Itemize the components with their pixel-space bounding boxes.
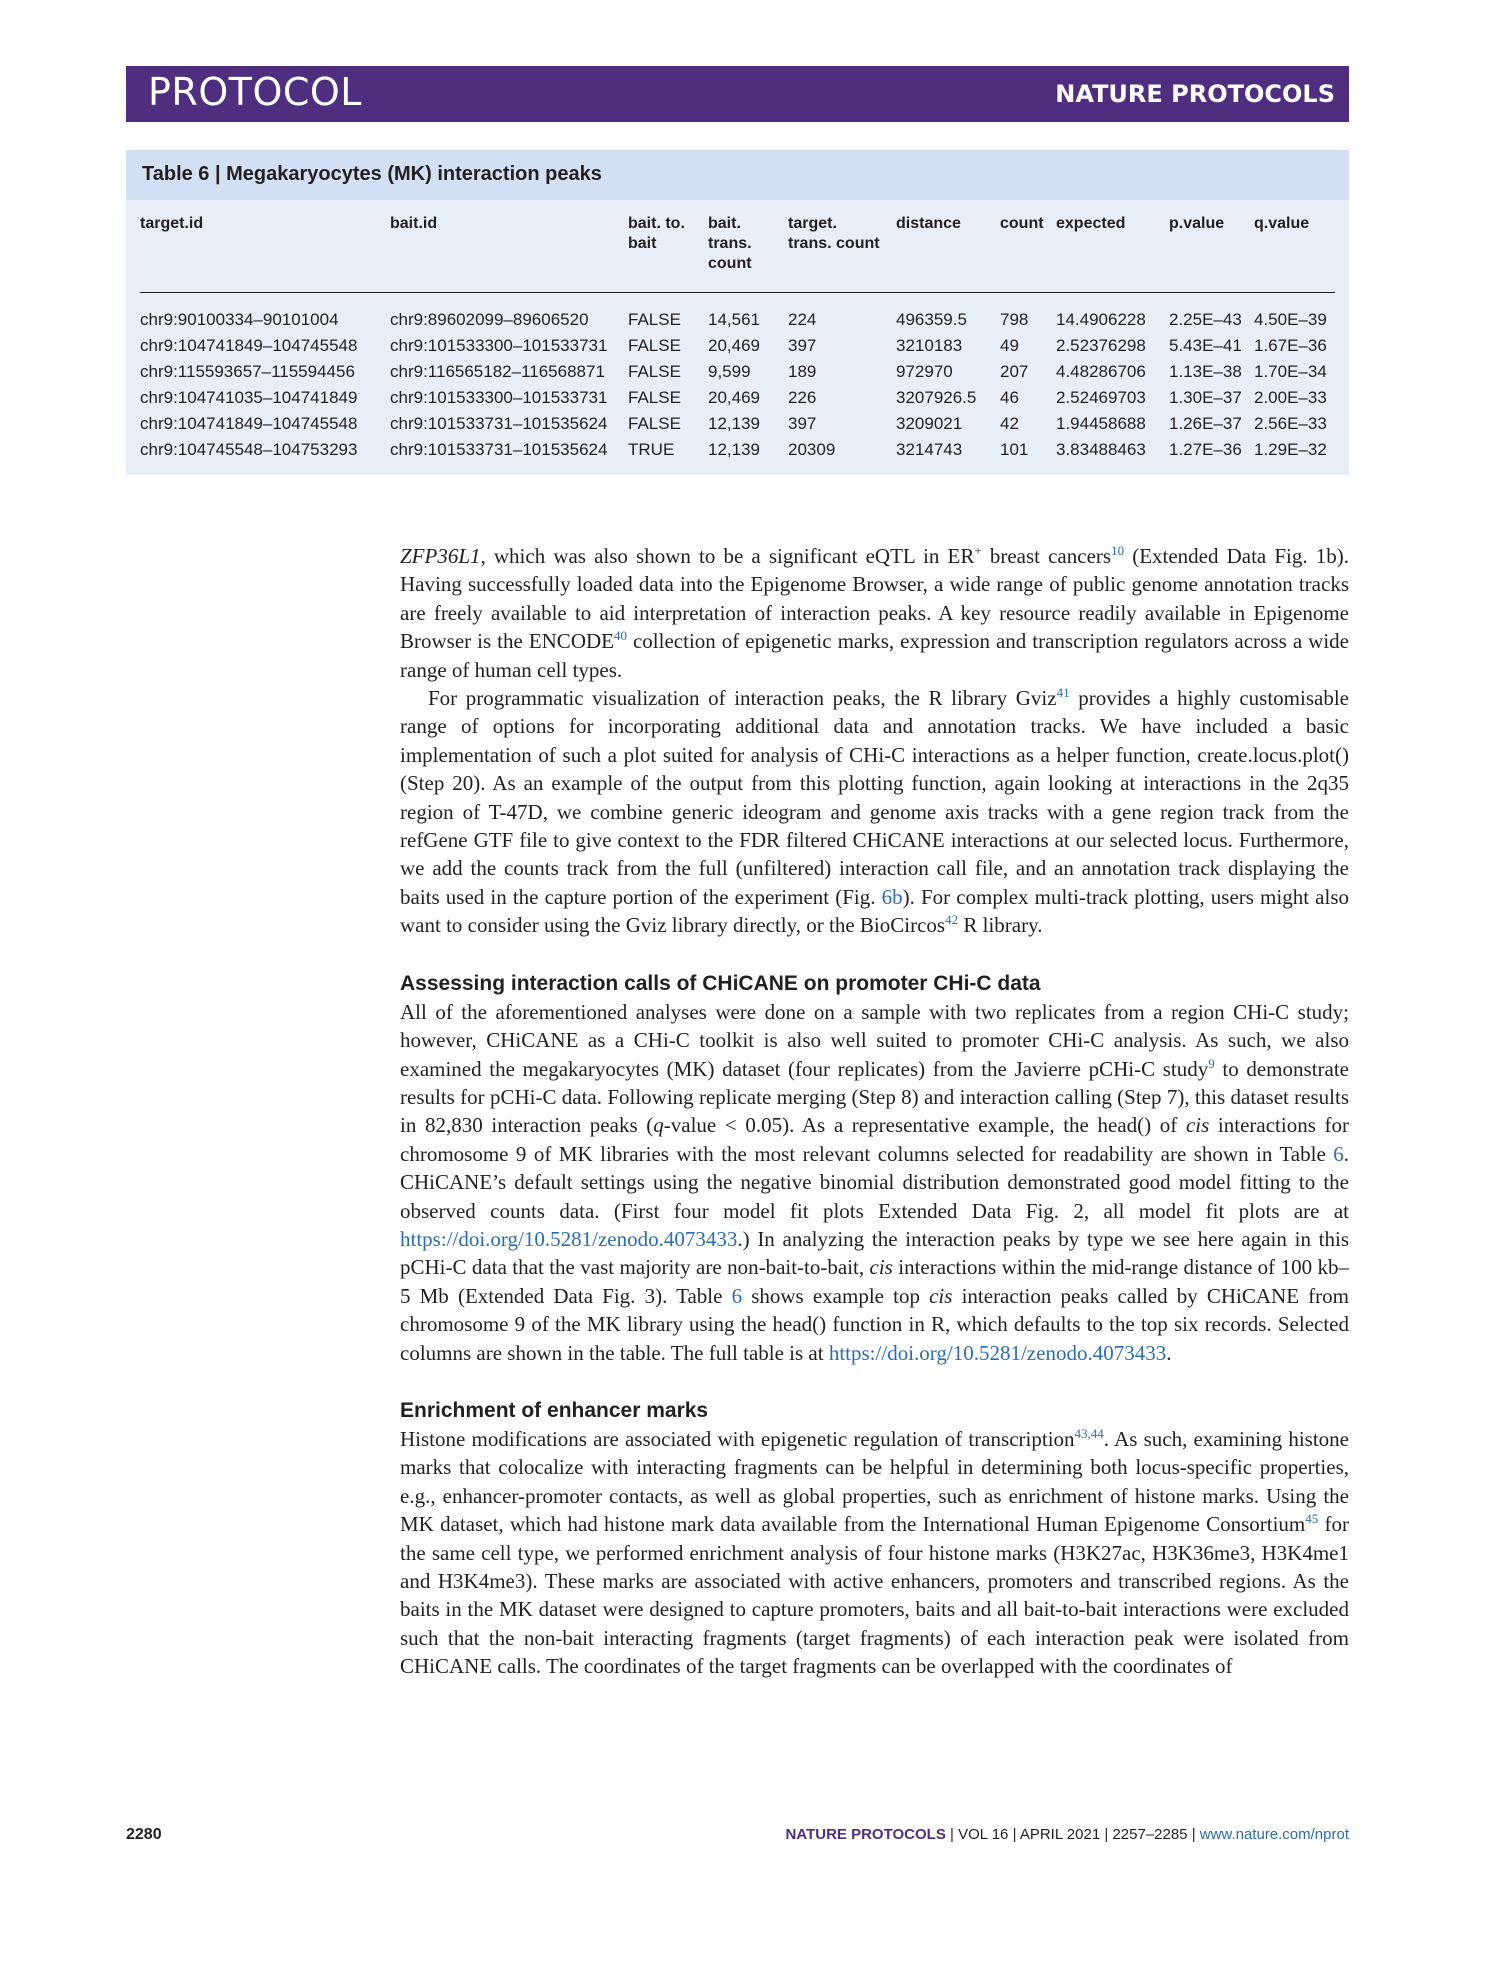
table-cell: 4.48286706 bbox=[1056, 362, 1146, 381]
italic-text: cis bbox=[869, 1255, 893, 1280]
table-cell: chr9:90100334–90101004 bbox=[140, 310, 339, 329]
text: . CHiCANE’s default settings using the negative binomial distribution demonstrated good model fitting to the observed counts data. (First four model fit plots Extended Data Fig. 2, all model fit plots are at bbox=[400, 1141, 1349, 1223]
reference-link[interactable]: 40 bbox=[613, 628, 627, 644]
text: provides a highly customisable range of options for incorporating additional data and annotation tracks. We have included a basic implementation of such a plot suited for analysis of CHi-C interactions as a helper function, create.locus.plot() (Step 20). As an example of the output from this plotting function, again looking at interactions in the 2q35 region of T-47D, we combine generic ideogram and genome axis tracks with a gene region track from the refGene GTF file to give context to the FDR filtered CHiCANE interactions at our selected locus. Furthermore, we add the counts track from the full (unfiltered) interaction call file, and an annotation track displaying the baits used in the capture portion of the experiment (Fig. bbox=[400, 686, 1349, 909]
table-cell: FALSE bbox=[628, 362, 681, 381]
table-cell: 798 bbox=[1000, 310, 1029, 329]
table-cell: 397 bbox=[788, 414, 817, 433]
reference-link[interactable]: 42 bbox=[945, 912, 959, 928]
column-header: distance bbox=[896, 215, 961, 232]
table-cell: 3209021 bbox=[896, 414, 963, 433]
text: to demonstrate results for pCHi-C data. Following replicate merging (Step 8) and interaction calling (Step 7), this dataset results in 82,830 interaction peaks ( bbox=[400, 1056, 1349, 1138]
text: interactions for chromosome 9 of MK libraries with the most relevant columns selected for readability are shown in Table bbox=[400, 1113, 1350, 1166]
separator: | bbox=[1012, 1826, 1017, 1843]
footer-volume: VOL 16 bbox=[958, 1826, 1009, 1843]
table-cell: 20,469 bbox=[708, 388, 760, 407]
doi-link[interactable]: https://doi.org/10.5281/zenodo.4073433 bbox=[828, 1340, 1167, 1365]
column-header: bait. to. bait bbox=[628, 215, 685, 252]
footer-date: APRIL 2021 bbox=[1019, 1826, 1101, 1843]
table-cell: chr9:101533731–101535624 bbox=[390, 440, 608, 459]
text: interaction peaks called by CHiCANE from chromosome 9 of the MK library using the head() function in R, which defaults to the top six records. Selected columns are shown in the table. The full table is at bbox=[400, 1283, 1350, 1365]
table-rule bbox=[140, 292, 1335, 293]
table-cell: chr9:116565182–116568871 bbox=[390, 362, 605, 381]
text: breast cancers bbox=[981, 544, 1112, 568]
text: . bbox=[1166, 1340, 1172, 1365]
table-cell: chr9:104745548–104753293 bbox=[140, 440, 358, 459]
table-cell: 12,139 bbox=[708, 414, 760, 433]
table-cell: TRUE bbox=[628, 440, 675, 459]
table-cell: chr9:101533300–101533731 bbox=[390, 388, 608, 407]
table-cell: FALSE bbox=[628, 336, 681, 355]
section-heading: Assessing interaction calls of CHiCANE on promoter CHi-C data bbox=[400, 971, 1041, 995]
table-row bbox=[126, 359, 1349, 385]
table-cell: 1.94458688 bbox=[1056, 414, 1146, 433]
column-header: count bbox=[1000, 215, 1044, 232]
table-cell: 14,561 bbox=[708, 310, 760, 329]
table-cell: 1.70E–34 bbox=[1254, 362, 1327, 381]
table-cell: 49 bbox=[1000, 336, 1019, 355]
paragraph-1 bbox=[400, 542, 1349, 684]
table-cell: chr9:104741849–104745548 bbox=[140, 414, 358, 433]
reference-link[interactable]: 45 bbox=[1305, 1511, 1319, 1527]
paragraph-4 bbox=[400, 1425, 1349, 1681]
column-header: bait.id bbox=[390, 215, 438, 232]
table-cell: 226 bbox=[788, 388, 817, 407]
table-cell: 397 bbox=[788, 336, 817, 355]
table-link[interactable]: 6 bbox=[731, 1283, 743, 1308]
table-cell: FALSE bbox=[628, 414, 681, 433]
column-header: q.value bbox=[1254, 215, 1310, 232]
page-number: 2280 bbox=[126, 1826, 162, 1843]
text: .) In analyzing the interaction peaks by type we see here again in this pCHi-C data that the vast majority are non-bait-to-bait, bbox=[400, 1226, 1349, 1280]
table-cell: 9,599 bbox=[708, 362, 751, 381]
separator: | bbox=[1104, 1826, 1109, 1843]
journal-url[interactable]: www.nature.com/nprot bbox=[1199, 1826, 1349, 1843]
reference-link[interactable]: 43,44 bbox=[1074, 1425, 1104, 1441]
footer-citation bbox=[786, 1826, 1349, 1843]
article-body bbox=[400, 542, 1349, 1681]
table-cell: 1.26E–37 bbox=[1169, 414, 1242, 433]
table-cell: 1.30E–37 bbox=[1169, 388, 1242, 407]
text: shows example top bbox=[742, 1283, 930, 1308]
table-cell: 2.56E–33 bbox=[1254, 414, 1327, 433]
table-cell: 3.83488463 bbox=[1056, 440, 1146, 459]
table-row bbox=[126, 307, 1349, 333]
table-cell: 20,469 bbox=[708, 336, 760, 355]
header-bar bbox=[126, 66, 1349, 122]
text: interactions within the mid-range distance of 100 kb–5 Mb (Extended Data Fig. 3). Table bbox=[400, 1255, 1349, 1308]
table-cell: 20309 bbox=[788, 440, 836, 459]
table-cell: chr9:104741849–104745548 bbox=[140, 336, 358, 355]
italic-text: q bbox=[653, 1113, 664, 1138]
column-header: expected bbox=[1056, 215, 1126, 232]
table-cell: 3210183 bbox=[896, 336, 963, 355]
table-caption-bar bbox=[126, 150, 1349, 200]
table-cell: 2.52376298 bbox=[1056, 336, 1146, 355]
superscript: + bbox=[974, 543, 982, 558]
footer-pages: 2257–2285 bbox=[1112, 1826, 1188, 1843]
table-cell: chr9:115593657–115594456 bbox=[140, 362, 355, 381]
text: -value < 0.05). As a representative example, the head() of bbox=[663, 1113, 1186, 1138]
table-body bbox=[126, 307, 1349, 463]
table-6 bbox=[126, 150, 1349, 475]
italic-text: cis bbox=[929, 1283, 953, 1308]
text: R library. bbox=[958, 913, 1043, 938]
reference-link[interactable]: 41 bbox=[1056, 685, 1070, 701]
table-cell: FALSE bbox=[628, 388, 681, 407]
table-cell: chr9:101533300–101533731 bbox=[390, 336, 608, 355]
text: ). For complex multi-track plotting, users might also want to consider using the Gviz library directly, or the BioCircos bbox=[400, 884, 1349, 938]
table-row bbox=[126, 411, 1349, 437]
separator: | bbox=[1191, 1826, 1196, 1843]
table-cell: chr9:101533731–101535624 bbox=[390, 414, 608, 433]
column-header: bait. trans. count bbox=[708, 215, 752, 272]
text: For programmatic visualization of interaction peaks, the R library Gviz bbox=[428, 686, 1057, 711]
table-cell: 42 bbox=[1000, 414, 1019, 433]
reference-link[interactable]: 10 bbox=[1111, 543, 1125, 558]
table-row bbox=[126, 385, 1349, 411]
paragraph-3 bbox=[400, 998, 1349, 1367]
table-cell: 496359.5 bbox=[896, 310, 967, 329]
separator: | bbox=[950, 1826, 954, 1843]
table-cell: 207 bbox=[1000, 362, 1029, 381]
column-header: target.id bbox=[140, 215, 204, 232]
text: , which was also shown to be a significant eQTL in ER bbox=[480, 544, 975, 568]
table-cell: 3207926.5 bbox=[896, 388, 977, 407]
gene-name: ZFP36L1 bbox=[400, 544, 481, 568]
text: collection of epigenetic marks, expression and transcription regulators across a wide range of human cell types. bbox=[400, 629, 1349, 682]
table-cell: 2.52469703 bbox=[1056, 388, 1146, 407]
text: (Extended Data Fig. 1b). Having successfully loaded data into the Epigenome Browser, a wide range of public genome annotation tracks are freely available to aid interpretation of interaction peaks. A key resource readily available in Epigenome Browser is the ENCODE bbox=[400, 544, 1350, 654]
table-cell: chr9:104741035–104741849 bbox=[140, 388, 358, 407]
table-row bbox=[126, 437, 1349, 463]
table-cell: 3214743 bbox=[896, 440, 963, 459]
italic-text: cis bbox=[1185, 1113, 1210, 1138]
text: . As such, examining histone marks that colocalize with interacting fragments can be helpful in determining both locus-specific properties, e.g., enhancer-promoter contacts, as well as global properties, such as enrichment of histone marks. Using the MK dataset, which had histone mark data available from the International Human Epigenome Consortium bbox=[400, 1426, 1349, 1537]
table-cell: 1.29E–32 bbox=[1254, 440, 1327, 459]
table-cell: 1.67E–36 bbox=[1254, 336, 1327, 355]
reference-link[interactable]: 9 bbox=[1208, 1055, 1215, 1071]
text: Histone modifications are associated with epigenetic regulation of transcription bbox=[400, 1426, 1075, 1451]
section-label: PROTOCOL bbox=[148, 70, 362, 114]
table-cell: 4.50E–39 bbox=[1254, 310, 1327, 329]
table-row bbox=[126, 333, 1349, 359]
table-cell: 46 bbox=[1000, 388, 1019, 407]
table-cell: 101 bbox=[1000, 440, 1029, 459]
text: for the same cell type, we performed enrichment analysis of four histone marks (H3K27ac, H3K36me3, H3K4me1 and H3K4me3). These marks are associated with active enhancers, promoters and transcribed regions. As the baits in the MK dataset were designed to capture promoters, baits and all bait-to-bait interactions were excluded such that the non-bait interacting fragments (target fragments) of each interaction peak were isolated from CHiCANE calls. The coordinates of the target fragments can be overlapped with the coordinates of bbox=[400, 1512, 1349, 1679]
table-link[interactable]: 6 bbox=[1333, 1141, 1344, 1166]
table-cell: 224 bbox=[788, 310, 817, 329]
figure-link[interactable]: 6b bbox=[881, 884, 903, 909]
paragraph-2 bbox=[400, 684, 1349, 940]
table-cell: 1.13E–38 bbox=[1169, 362, 1242, 381]
column-header: p.value bbox=[1169, 215, 1225, 232]
section-heading: Enrichment of enhancer marks bbox=[400, 1398, 709, 1422]
journal-name: NATURE PROTOCOLS bbox=[1055, 80, 1335, 108]
doi-link[interactable]: https://doi.org/10.5281/zenodo.4073433 bbox=[400, 1226, 738, 1251]
table-cell: 2.00E–33 bbox=[1254, 388, 1327, 407]
table-cell: chr9:89602099–89606520 bbox=[390, 310, 589, 329]
column-header: target. trans. count bbox=[788, 215, 880, 252]
table-cell: 972970 bbox=[896, 362, 953, 381]
footer-journal: NATURE PROTOCOLS bbox=[785, 1826, 946, 1843]
table-cell: 189 bbox=[788, 362, 817, 381]
table-cell: FALSE bbox=[628, 310, 681, 329]
table-cell: 5.43E–41 bbox=[1169, 336, 1242, 355]
table-caption: Table 6 | Megakaryocytes (MK) interaction peaks bbox=[142, 163, 602, 185]
table-cell: 1.27E–36 bbox=[1169, 440, 1242, 459]
table-cell: 14.4906228 bbox=[1056, 310, 1146, 329]
table-cell: 2.25E–43 bbox=[1169, 310, 1242, 329]
table-cell: 12,139 bbox=[708, 440, 760, 459]
text: All of the aforementioned analyses were done on a sample with two replicates from a region CHi-C study; however, CHiCANE as a CHi-C toolkit is also well suited to promoter CHi-C analysis. As such, we also examined the megakaryocytes (MK) dataset (four replicates) from the Javierre pCHi-C study bbox=[400, 999, 1349, 1081]
